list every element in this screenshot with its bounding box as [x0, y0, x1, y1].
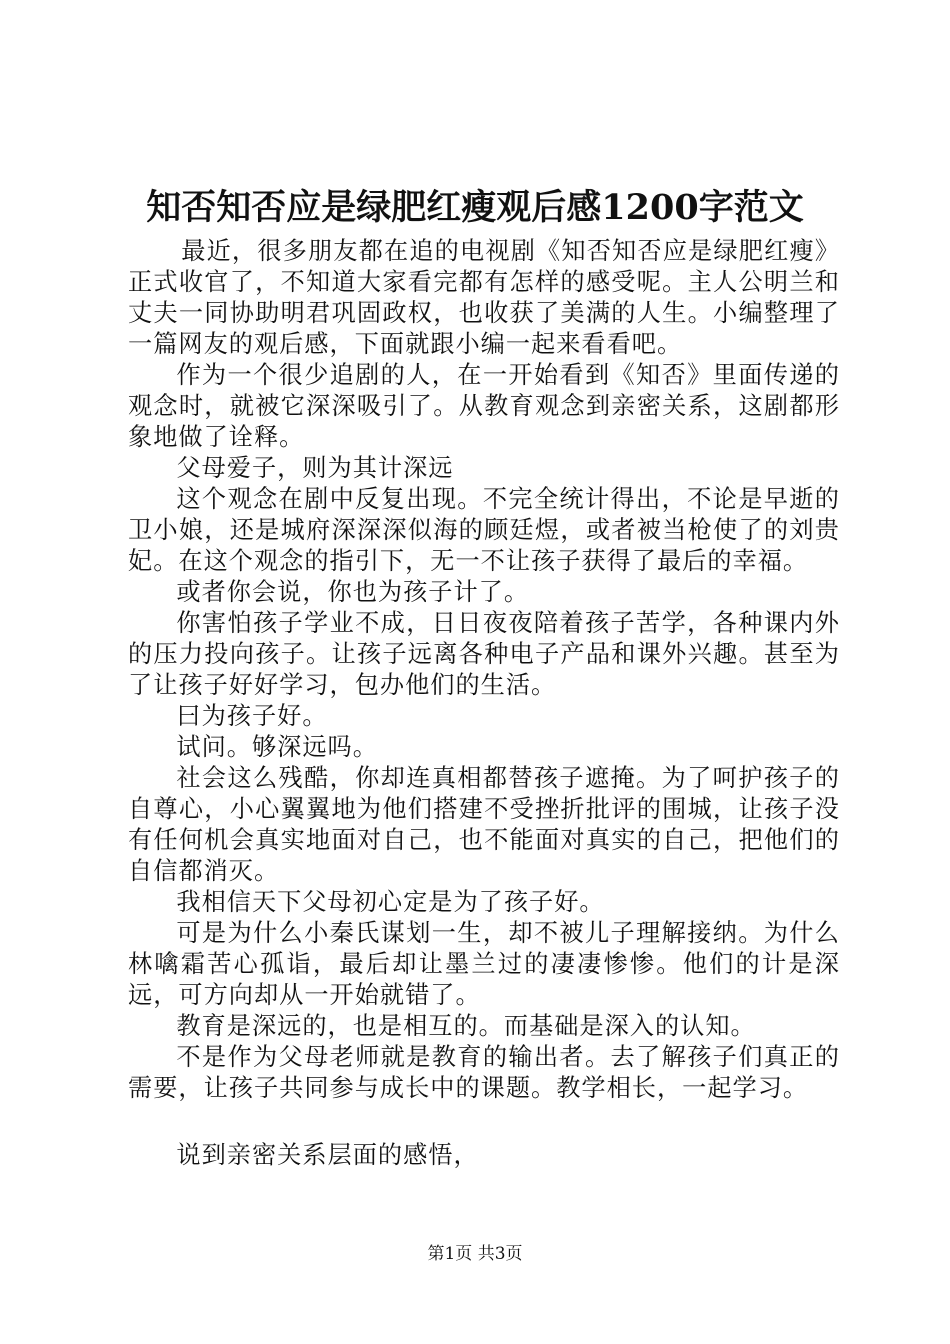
paragraph: 这个观念在剧中反复出现。不完全统计得出，不论是早逝的卫小娘，还是城府深深深似海的顾廷煜，或者被当枪使了的刘贵妃。在这个观念的指引下，无一不让孩子获得了最后的幸福。 — [128, 485, 840, 575]
page-number: 第1页 共3页 — [427, 1244, 523, 1264]
document-title: 知否知否应是绿肥红瘦观后感1200字范文 — [146, 187, 804, 228]
paragraph: 你害怕孩子学业不成，日日夜夜陪着孩子苦学，各种课内外的压力投向孩子。让孩子远离各种电子产品和课外兴趣。甚至为了让孩子好好学习，包办他们的生活。 — [128, 609, 840, 699]
paragraph: 社会这么残酷，你却连真相都替孩子遮掩。为了呵护孩子的自尊心，小心翼翼地为他们搭建不受挫折批评的围城，让孩子没有任何机会真实地面对自己，也不能面对真实的自己，把他们的自信都消灭。 — [128, 764, 840, 885]
paragraph: 我相信天下父母初心定是为了孩子好。 — [176, 888, 605, 916]
paragraph: 父母爱子，则为其计深远 — [176, 454, 454, 482]
paragraph: 作为一个很少追剧的人，在一开始看到《知否》里面传递的观念时，就被它深深吸引了。从教育观念到亲密关系，这剧都形象地做了诠释。 — [128, 361, 840, 451]
paragraph: 说到亲密关系层面的感悟， — [176, 1141, 479, 1169]
paragraph: 最近，很多朋友都在追的电视剧《知否知否应是绿肥红瘦》正式收官了，不知道大家看完都有怎样的感受呢。主人公明兰和丈夫一同协助明君巩固政权，也收获了美满的人生。小编整理了一篇网友的观后感，下面就跟小编一起来看看吧。 — [128, 237, 840, 358]
paragraph: 或者你会说，你也为孩子计了。 — [176, 578, 530, 606]
paragraph: 曰为孩子好。 — [176, 702, 328, 730]
paragraph: 可是为什么小秦氏谋划一生，却不被儿子理解接纳。为什么林噙霜苦心孤诣，最后却让墨兰过的凄凄惨惨。他们的计是深远，可方向却从一开始就错了。 — [128, 919, 840, 1009]
paragraph: 教育是深远的，也是相互的。而基础是深入的认知。 — [176, 1012, 756, 1040]
document-body — [128, 236, 840, 1171]
paragraph: 不是作为父母老师就是教育的输出者。去了解孩子们真正的需要，让孩子共同参与成长中的课题。教学相长，一起学习。 — [128, 1043, 840, 1102]
paragraph: 试问。够深远吗。 — [176, 733, 378, 761]
